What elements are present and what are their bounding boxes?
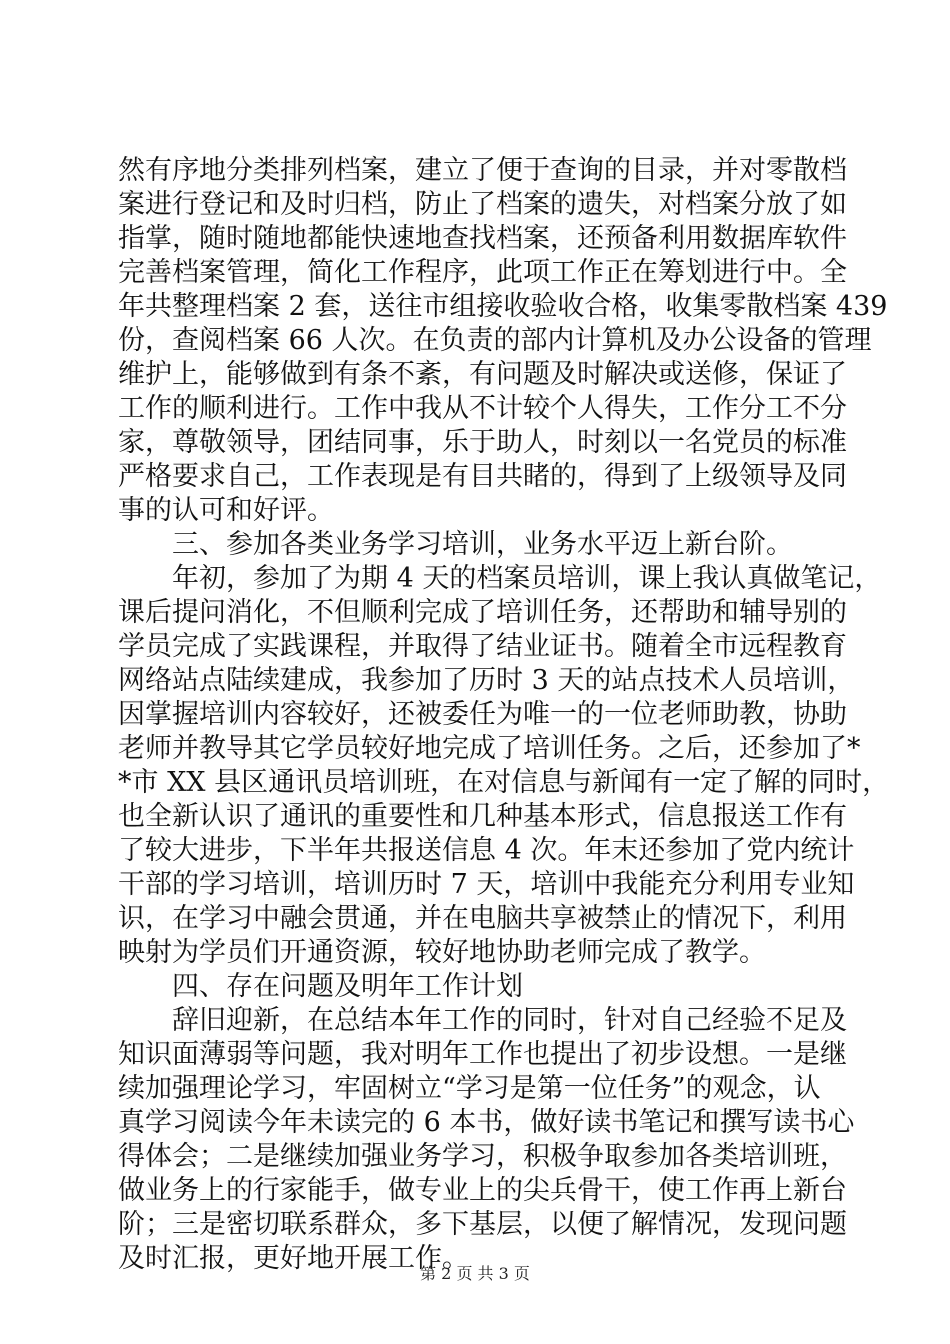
- text-line: 家，尊敬领导，团结同事，乐于助人，时刻以一名党员的标准: [118, 427, 847, 458]
- page-footer: 第 2 页 共 3 页: [420, 1264, 530, 1283]
- text-line: 知识面薄弱等问题，我对明年工作也提出了初步设想。一是继: [118, 1039, 847, 1070]
- text-line: 份，查阅档案 66 人次。在负责的部内计算机及办公设备的管理: [118, 325, 872, 356]
- text-line: 事的认可和好评。: [118, 495, 334, 526]
- text-line: 指掌，随时随地都能快速地查找档案，还预备利用数据库软件: [118, 223, 847, 254]
- text-line: 也全新认识了通讯的重要性和几种基本形式，信息报送工作有: [118, 801, 847, 832]
- text-line: 识，在学习中融会贯通，并在电脑共享被禁止的情况下，利用: [118, 903, 847, 934]
- text-line: 映射为学员们开通资源，较好地协助老师完成了教学。: [118, 937, 766, 968]
- text-line: 续加强理论学习，牢固树立“学习是第一位任务”的观念，认: [118, 1073, 821, 1104]
- text-line: 完善档案管理，简化工作程序，此项工作正在筹划进行中。全: [118, 257, 847, 288]
- text-line: 得体会；二是继续加强业务学习，积极争取参加各类培训班，: [118, 1141, 847, 1172]
- section-heading: 四、存在问题及明年工作计划: [172, 971, 523, 1002]
- text-line: 因掌握培训内容较好，还被委任为唯一的一位老师助教，协助: [118, 699, 847, 730]
- text-line: 干部的学习培训，培训历时 7 天，培训中我能充分利用专业知: [118, 869, 855, 900]
- text-line: 年初，参加了为期 4 天的档案员培训，课上我认真做笔记，: [172, 563, 882, 594]
- text-line: 及时汇报，更好地开展工作。: [118, 1243, 469, 1274]
- text-line: 维护上，能够做到有条不紊，有问题及时解决或送修，保证了: [118, 359, 847, 390]
- text-line: 严格要求自己，工作表现是有目共睹的，得到了上级领导及同: [118, 461, 847, 492]
- section-heading: 三、参加各类业务学习培训，业务水平迈上新台阶。: [172, 529, 793, 560]
- text-line: 辞旧迎新，在总结本年工作的同时，针对自己经验不足及: [172, 1005, 847, 1036]
- text-line: *市 XX 县区通讯员培训班，在对信息与新闻有一定了解的同时，: [118, 767, 890, 798]
- text-line: 阶；三是密切联系群众，多下基层，以便了解情况，发现问题: [118, 1209, 847, 1240]
- text-line: 学员完成了实践课程，并取得了结业证书。随着全市远程教育: [118, 631, 847, 662]
- text-line: 年共整理档案 2 套，送往市组接收验收合格，收集零散档案 439: [118, 291, 888, 322]
- text-line: 案进行登记和及时归档，防止了档案的遗失，对档案分放了如: [118, 189, 847, 220]
- text-line: 网络站点陆续建成，我参加了历时 3 天的站点技术人员培训，: [118, 665, 855, 696]
- text-line: 做业务上的行家能手，做专业上的尖兵骨干，使工作再上新台: [118, 1175, 847, 1206]
- text-line: 老师并教导其它学员较好地完成了培训任务。之后，还参加了*: [118, 733, 861, 764]
- text-line: 然有序地分类排列档案，建立了便于查询的目录，并对零散档: [118, 155, 847, 186]
- text-line: 了较大进步，下半年共报送信息 4 次。年末还参加了党内统计: [118, 835, 855, 866]
- text-line: 课后提问消化，不但顺利完成了培训任务，还帮助和辅导别的: [118, 597, 847, 628]
- text-line: 工作的顺利进行。工作中我从不计较个人得失，工作分工不分: [118, 393, 847, 424]
- text-line: 真学习阅读今年未读完的 6 本书，做好读书笔记和撰写读书心: [118, 1107, 855, 1138]
